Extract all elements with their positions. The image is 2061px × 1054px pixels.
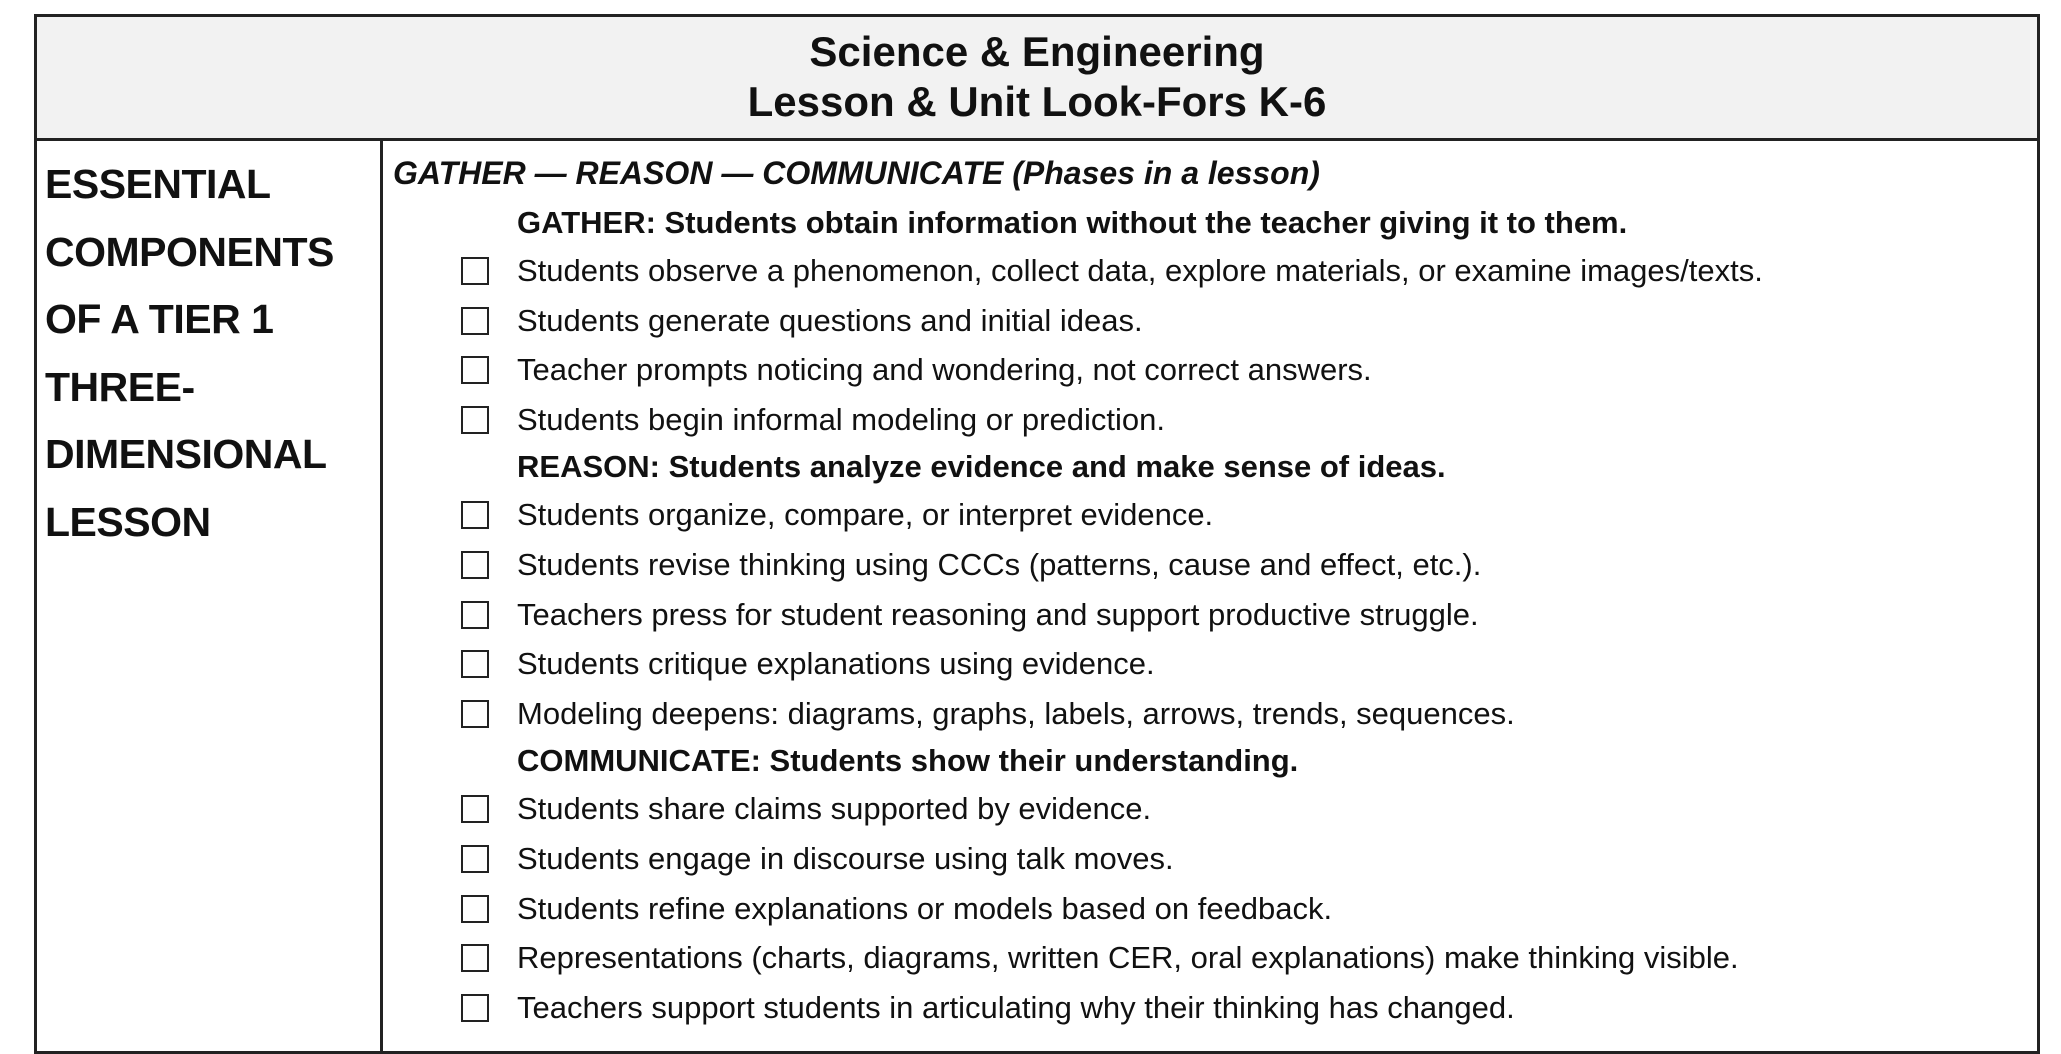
checklist-item [383, 984, 2037, 1034]
checklist-item [383, 640, 2037, 690]
checklist-item [383, 541, 2037, 591]
empty-checkbox-icon[interactable] [461, 845, 489, 873]
reason-heading-text: REASON: Students analyze evidence and make sense of ideas. [517, 449, 1446, 485]
communicate-section-heading [383, 739, 2037, 785]
gather-heading-text: GATHER: Students obtain information without the teacher giving it to them. [517, 205, 1628, 240]
checklist-item-text: Teacher prompts noticing and wondering, not correct answers. [517, 352, 1372, 388]
communicate-heading-text: COMMUNICATE: Students show their understanding. [517, 743, 1299, 779]
checklist-item-text: Students revise thinking using CCCs (patterns, cause and effect, etc.). [517, 546, 1482, 582]
checklist-item [383, 690, 2037, 740]
empty-checkbox-icon[interactable] [461, 700, 489, 728]
empty-checkbox-icon[interactable] [461, 795, 489, 823]
essential-components-line: OF A TIER 1 [45, 296, 274, 342]
document-subtitle: Lesson & Unit Look-Fors K-6 [747, 78, 1327, 125]
checklist-item-text: Teachers support students in articulating why their thinking has changed. [517, 989, 1515, 1025]
empty-checkbox-icon[interactable] [461, 601, 489, 629]
essential-components-line: THREE- [45, 363, 195, 410]
checklist-item [383, 247, 2037, 297]
checklist-item-text: Students share claims supported by evidence. [517, 791, 1152, 827]
title-cell [37, 17, 2037, 141]
essential-components-line: COMPONENTS [45, 228, 334, 275]
empty-checkbox-icon[interactable] [461, 356, 489, 384]
empty-checkbox-icon[interactable] [461, 307, 489, 335]
checklist-item-text: Students organize, compare, or interpret evidence. [517, 497, 1214, 533]
checklist-item [383, 835, 2037, 885]
checklist-item-text: Representations (charts, diagrams, written CER, oral explanations) make thinking visible. [517, 940, 1739, 976]
checklist-item-text: Students begin informal modeling or prediction. [517, 401, 1165, 437]
checklist-item [383, 934, 2037, 984]
checklist-item-text: Students observe a phenomenon, collect data, explore materials, or examine images/texts. [517, 253, 1763, 288]
checklist-item-text: Students critique explanations using evidence. [517, 646, 1155, 682]
look-fors-list [383, 201, 2037, 1033]
essential-components-line: ESSENTIAL [45, 161, 271, 207]
empty-checkbox-icon[interactable] [461, 551, 489, 579]
reason-section-heading [383, 445, 2037, 491]
phases-cell [383, 141, 2037, 1051]
essential-components-cell [37, 141, 383, 1051]
empty-checkbox-icon[interactable] [461, 257, 489, 285]
checklist-item [383, 297, 2037, 347]
checklist-item-text: Students refine explanations or models based on feedback. [517, 890, 1333, 926]
empty-checkbox-icon[interactable] [461, 944, 489, 972]
empty-checkbox-icon[interactable] [461, 406, 489, 434]
checklist-item-text: Teachers press for student reasoning and support productive struggle. [517, 596, 1479, 632]
checklist-item [383, 885, 2037, 935]
document-title: Science & Engineering [809, 28, 1265, 75]
empty-checkbox-icon[interactable] [461, 501, 489, 529]
phases-heading: GATHER — REASON — COMMUNICATE (Phases in a lesson) [393, 155, 1320, 191]
checklist-item [383, 785, 2037, 835]
empty-checkbox-icon[interactable] [461, 895, 489, 923]
checklist-item-text: Modeling deepens: diagrams, graphs, labels, arrows, trends, sequences. [517, 695, 1515, 731]
checklist-item-text: Students engage in discourse using talk moves. [517, 840, 1174, 876]
checklist-item [383, 491, 2037, 541]
look-fors-table [34, 14, 2040, 1054]
essential-components-line: LESSON [45, 498, 211, 545]
empty-checkbox-icon[interactable] [461, 650, 489, 678]
checklist-item-text: Students generate questions and initial ideas. [517, 302, 1143, 338]
checklist-item [383, 396, 2037, 446]
checklist-item [383, 591, 2037, 641]
essential-components-line: DIMENSIONAL [45, 431, 327, 477]
gather-section-heading [383, 201, 2037, 247]
empty-checkbox-icon[interactable] [461, 994, 489, 1022]
checklist-item [383, 346, 2037, 396]
